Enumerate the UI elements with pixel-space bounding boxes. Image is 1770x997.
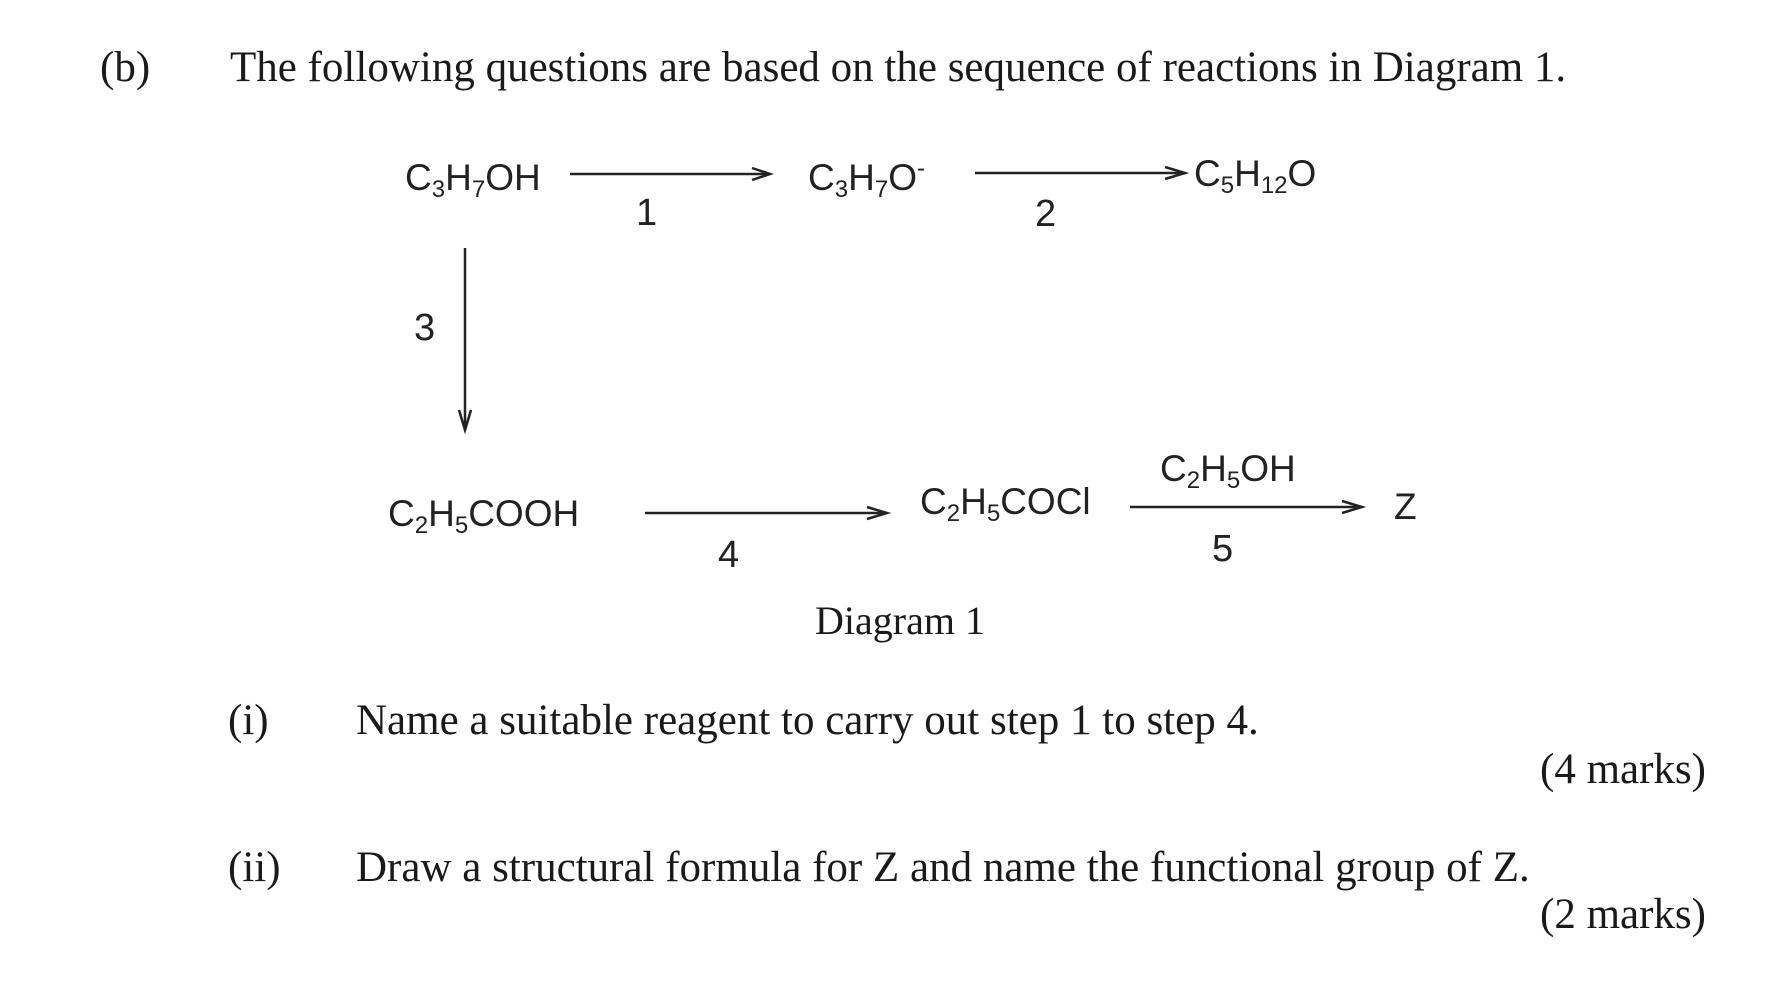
diagram-caption: Diagram 1 xyxy=(815,598,985,643)
arrow-step-4 xyxy=(645,503,895,523)
question-label-ii: (ii) xyxy=(228,844,281,891)
step-label-3: 3 xyxy=(414,307,436,349)
part-label: (b) xyxy=(100,44,151,91)
question-label-i: (i) xyxy=(228,697,269,744)
question-text-ii: Draw a structural formula for Z and name the functional group of Z. xyxy=(356,844,1530,891)
compound-c5h12o: $C_5H_{12}O$ xyxy=(1194,153,1317,199)
arrow-step-5 xyxy=(1130,497,1370,517)
compound-propanoic-acid: $C_2H_5COOH$ xyxy=(388,493,580,539)
compound-z: Z xyxy=(1394,486,1417,527)
arrow-step-1 xyxy=(570,164,780,184)
step-label-5: 5 xyxy=(1212,528,1234,570)
reagent-ethanol: $C_2H_5OH$ xyxy=(1160,448,1296,494)
step-label-4: 4 xyxy=(718,534,740,576)
marks-ii: (2 marks) xyxy=(1540,891,1706,938)
step-label-2: 2 xyxy=(1035,193,1057,235)
question-text-i: Name a suitable reagent to carry out step 1 to step 4. xyxy=(356,697,1259,744)
compound-propanol: $C_3H_7OH$ xyxy=(405,157,541,203)
compound-propoxide: $C_3H_7O^-$ xyxy=(808,155,925,203)
marks-i: (4 marks) xyxy=(1540,746,1706,793)
arrow-step-3 xyxy=(455,248,475,433)
compound-acyl-chloride: $C_2H_5COCl$ xyxy=(920,481,1091,527)
intro-text: The following questions are based on the sequence of reactions in Diagram 1. xyxy=(230,44,1567,91)
step-label-1: 1 xyxy=(636,192,658,234)
arrow-step-2 xyxy=(975,163,1195,183)
